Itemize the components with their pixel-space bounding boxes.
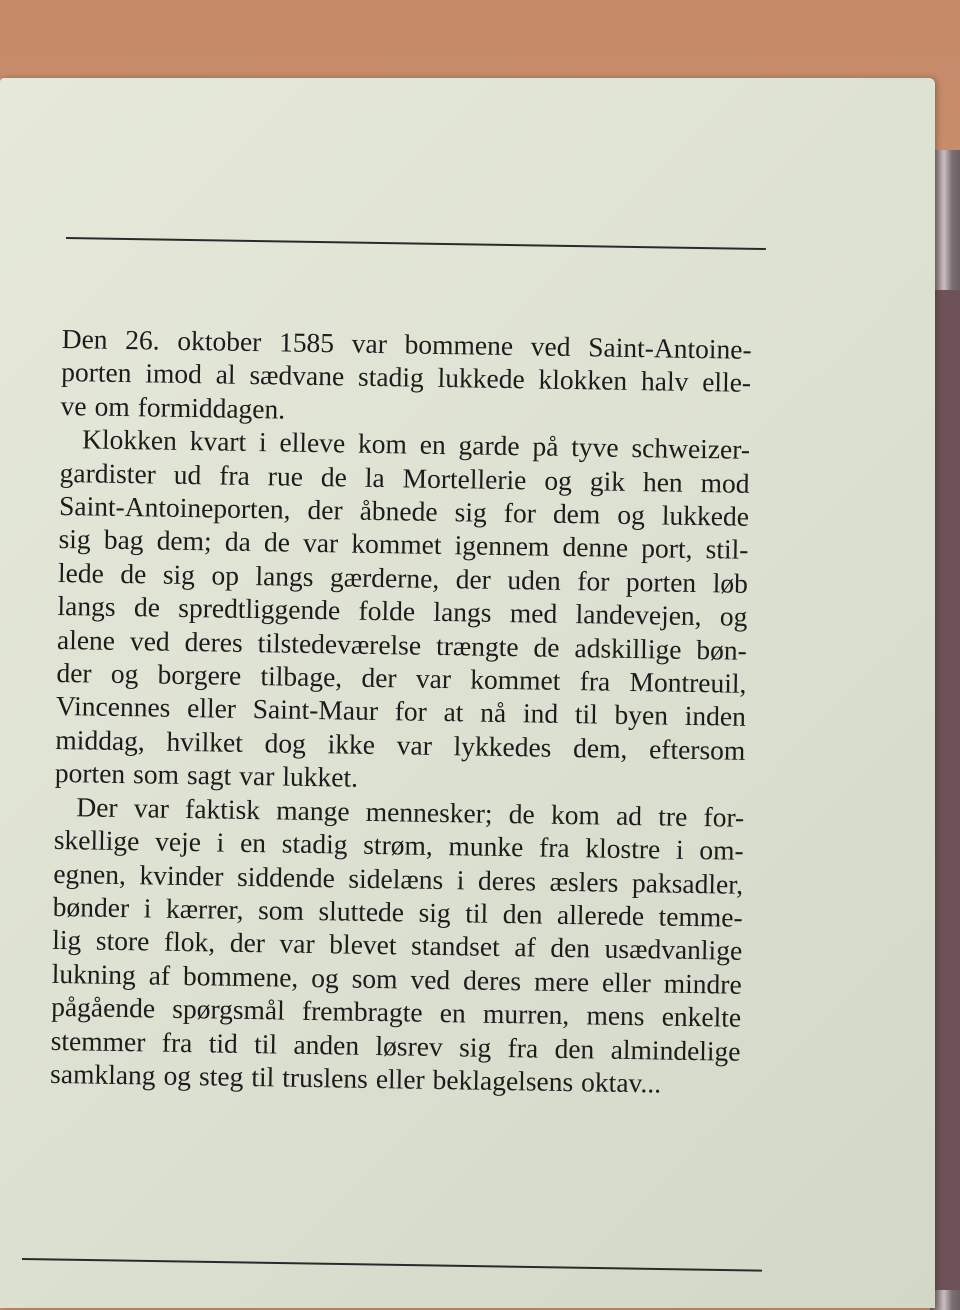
- text-line: lukning af bommene, og som ved deres mere eller mindre: [51, 957, 742, 1000]
- body-text: [50, 322, 752, 1101]
- text-line: stemmer fra tid til anden løsrev sig fra den almindelige: [50, 1024, 741, 1067]
- text-line: sig bag dem; da de var kommet igennem denne port, stil-: [58, 523, 749, 566]
- text-line: ve om formiddagen.: [60, 389, 286, 425]
- text-line: samklang og steg til truslens eller beklagelsens oktav...: [49, 1057, 662, 1099]
- text-line: porten imod al sædvane stadig lukkede klokken halv elle-: [60, 356, 752, 399]
- text-line: lig store flok, der var blevet standset af den usædvanlige: [52, 924, 743, 967]
- text-line: middag, hvilket dog ikke var lykkedes dem, eftersom: [55, 723, 746, 766]
- text-line: Der var faktisk mange mennesker; de kom ad tre for-: [76, 790, 745, 833]
- paragraph: [50, 790, 745, 1101]
- text-line: alene ved deres tilstedeværelse trængte de adskillige bøn-: [56, 623, 748, 666]
- paragraph: [55, 422, 751, 800]
- text-line: Vincennes eller Saint-Maur for at nå ind til byen inden: [55, 690, 747, 733]
- text-line: skellige veje i en stadig strøm, munke fra klostre i om-: [53, 824, 744, 866]
- text-line: porten som sagt var lukket.: [54, 757, 359, 793]
- text-line: Saint-Antoineporten, der åbnede sig for dem og lukkede: [58, 490, 750, 532]
- paragraph: [60, 322, 751, 433]
- text-line: Den 26. oktober 1585 var bommene ved Saint-Antoine-: [61, 322, 752, 365]
- text-line: gardister ud fra rue de la Mortellerie og gik hen mod: [59, 456, 750, 499]
- text-line: lede de sig op langs gærderne, der uden for porten løb: [57, 556, 749, 599]
- text-line: langs de spredtliggende folde langs med landevejen, og: [57, 590, 748, 633]
- text-line: pågående spørgsmål frembragte en murren, mens enkelte: [51, 991, 742, 1033]
- book-cover-edge: [935, 290, 960, 1290]
- text-line: bønder i kærrer, som sluttede sig til den allerede temme-: [52, 890, 743, 933]
- text-line: egnen, kvinder siddende sidelæns i deres æslers paksadler,: [53, 857, 744, 900]
- text-line: Klokken kvart i elleve kom en garde på tyve schweizer-: [81, 423, 751, 466]
- text-line: der og borgere tilbage, der var kommet fra Montreuil,: [56, 657, 747, 699]
